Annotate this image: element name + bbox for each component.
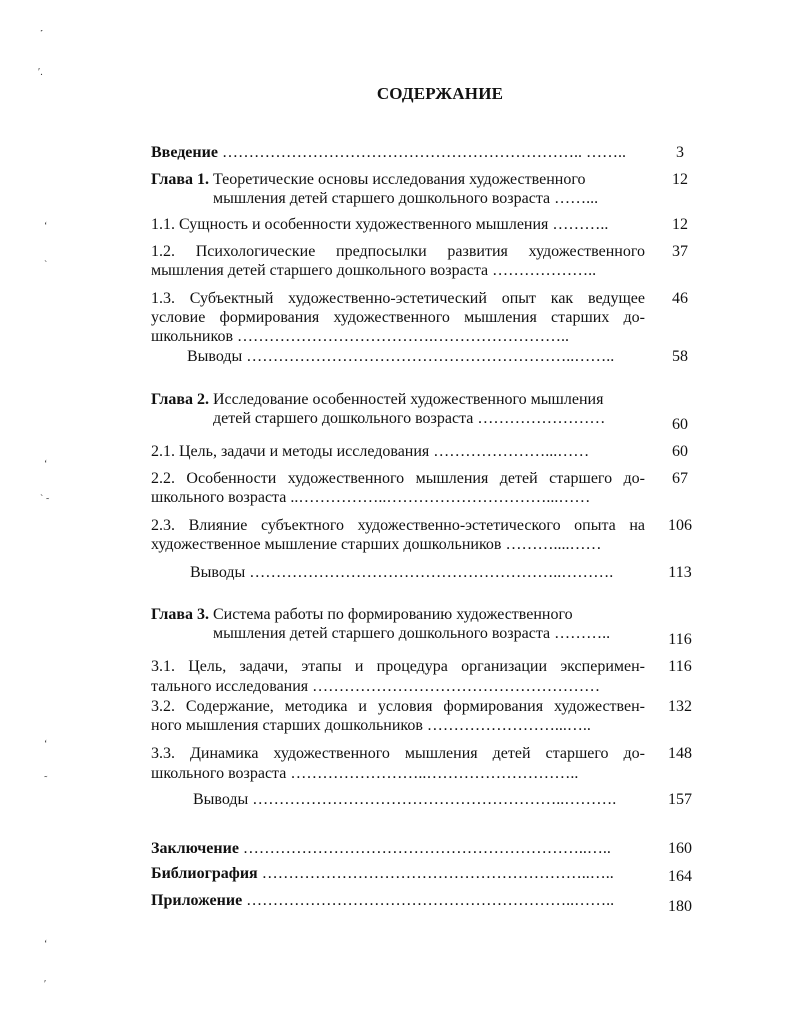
chapter-title: Теоретические основы исследования художественного [213, 171, 586, 188]
page-number: 12 [672, 216, 688, 233]
chapter-title: Исследование особенностей художественного мышления [213, 391, 604, 408]
entry-dots: ………………………………………………………….. …….. [217, 144, 626, 161]
scan-mark: ˴ ˷ [40, 489, 50, 500]
page-number: 60 [672, 416, 688, 433]
page-title: СОДЕРЖАНИЕ [376, 84, 504, 103]
page-number: 67 [672, 470, 688, 487]
entry-line: 2.3. Влияние субъектного художественно-эстетического опыта на [151, 517, 645, 534]
entry-line: школьного возраста ……………………..……………………….. [151, 765, 579, 782]
entry-line: 3.3. Динамика художественного мышления детей старшего до- [151, 745, 645, 762]
entry-line: тального исследования ……………………………………………… [151, 678, 601, 695]
entry-line: мышления детей старшего дошкольного возраста ……………….. [151, 262, 597, 279]
scan-mark: ʻ [44, 739, 48, 750]
page-number: 12 [672, 171, 688, 188]
entry-line: школьников ……………………………….…………………….. [151, 328, 569, 345]
chapter-prefix: Глава 2. [151, 391, 209, 408]
entry-line: 2.1. Цель, задачи и методы исследования …………………...…… [151, 443, 590, 460]
entry-label: Заключение [151, 840, 239, 857]
entry-line [151, 864, 614, 884]
entry-line [151, 170, 645, 190]
entry-label: Введение [151, 144, 218, 161]
page-number: 58 [672, 348, 688, 365]
entry-line: художественное мышление старших дошкольников ………....…… [151, 536, 602, 553]
entry-line [151, 839, 611, 859]
entry-line: Выводы …………………………………………………..………. [190, 564, 614, 581]
entry-line: 1.3. Субъектный художественно-эстетический опыт как ведущее [151, 290, 645, 307]
page-number: 116 [668, 631, 692, 648]
page-number: 157 [668, 791, 692, 808]
page-number: 148 [668, 745, 692, 762]
entry-line: 1.2. Психологические предпосылки развития художественного [151, 243, 645, 260]
entry-line: детей старшего дошкольного возраста …………………… [213, 410, 606, 427]
entry-dots: ……………………………………………………..….. [257, 865, 614, 882]
entry-line [151, 390, 645, 410]
chapter-prefix: Глава 3. [151, 606, 209, 623]
entry-line: мышления детей старшего дошкольного возраста ……….. [213, 625, 611, 642]
page-number: 164 [668, 868, 692, 885]
page-number: 3 [676, 144, 684, 161]
entry-line: Выводы …………………………………………………..………. [193, 791, 617, 808]
entry-line: 2.2. Особенности художественного мышления детей старшего до- [151, 470, 645, 487]
entry-dots: ………………………………………………………..….. [238, 840, 611, 857]
scan-mark: ʻ [44, 939, 48, 950]
entry-line: школьного возраста ..……………..…………………………...…… [151, 489, 591, 506]
entry-line: ного мышления старших дошкольников ……………………...….. [151, 717, 591, 734]
page-number: 180 [668, 898, 692, 915]
page-number: 37 [672, 243, 688, 260]
chapter-prefix: Глава 1. [151, 171, 209, 188]
entry-label: Библиография [151, 865, 258, 882]
entry-line: 3.2. Содержание, методика и условия формирования художествен- [151, 698, 645, 715]
entry-label: Приложение [151, 892, 243, 909]
entry-line: Выводы ……………………………………………………..…….. [187, 348, 615, 365]
entry-dots: ……………………………………………………..…….. [242, 892, 615, 909]
page-number: 116 [668, 658, 692, 675]
entry-line [151, 605, 645, 625]
scan-mark: ʹ [44, 979, 47, 990]
scan-mark: ʹ. [38, 67, 43, 78]
entry-line [151, 891, 614, 911]
scan-mark: ʻ [44, 459, 48, 470]
page-number: 106 [668, 517, 692, 534]
scan-mark: ˹ [40, 29, 44, 40]
chapter-title: Система работы по формированию художественного [213, 606, 573, 623]
scan-mark: ˷ [44, 767, 48, 778]
entry-line: условие формирования художественного мышления старших до- [151, 309, 645, 326]
page-number: 46 [672, 290, 688, 307]
page-number: 113 [668, 564, 692, 581]
page-number: 160 [668, 840, 692, 857]
scan-mark: ʻ [44, 221, 48, 232]
page-number: 132 [668, 698, 692, 715]
entry-line: мышления детей старшего дошкольного возраста ……... [213, 190, 599, 207]
entry-line: 3.1. Цель, задачи, этапы и процедура организации эксперимен- [151, 658, 645, 675]
entry-line [151, 143, 645, 163]
page-number: 60 [672, 443, 688, 460]
entry-line: 1.1. Сущность и особенности художественного мышления ……….. [151, 216, 609, 233]
scan-mark: ˴ [44, 255, 48, 266]
